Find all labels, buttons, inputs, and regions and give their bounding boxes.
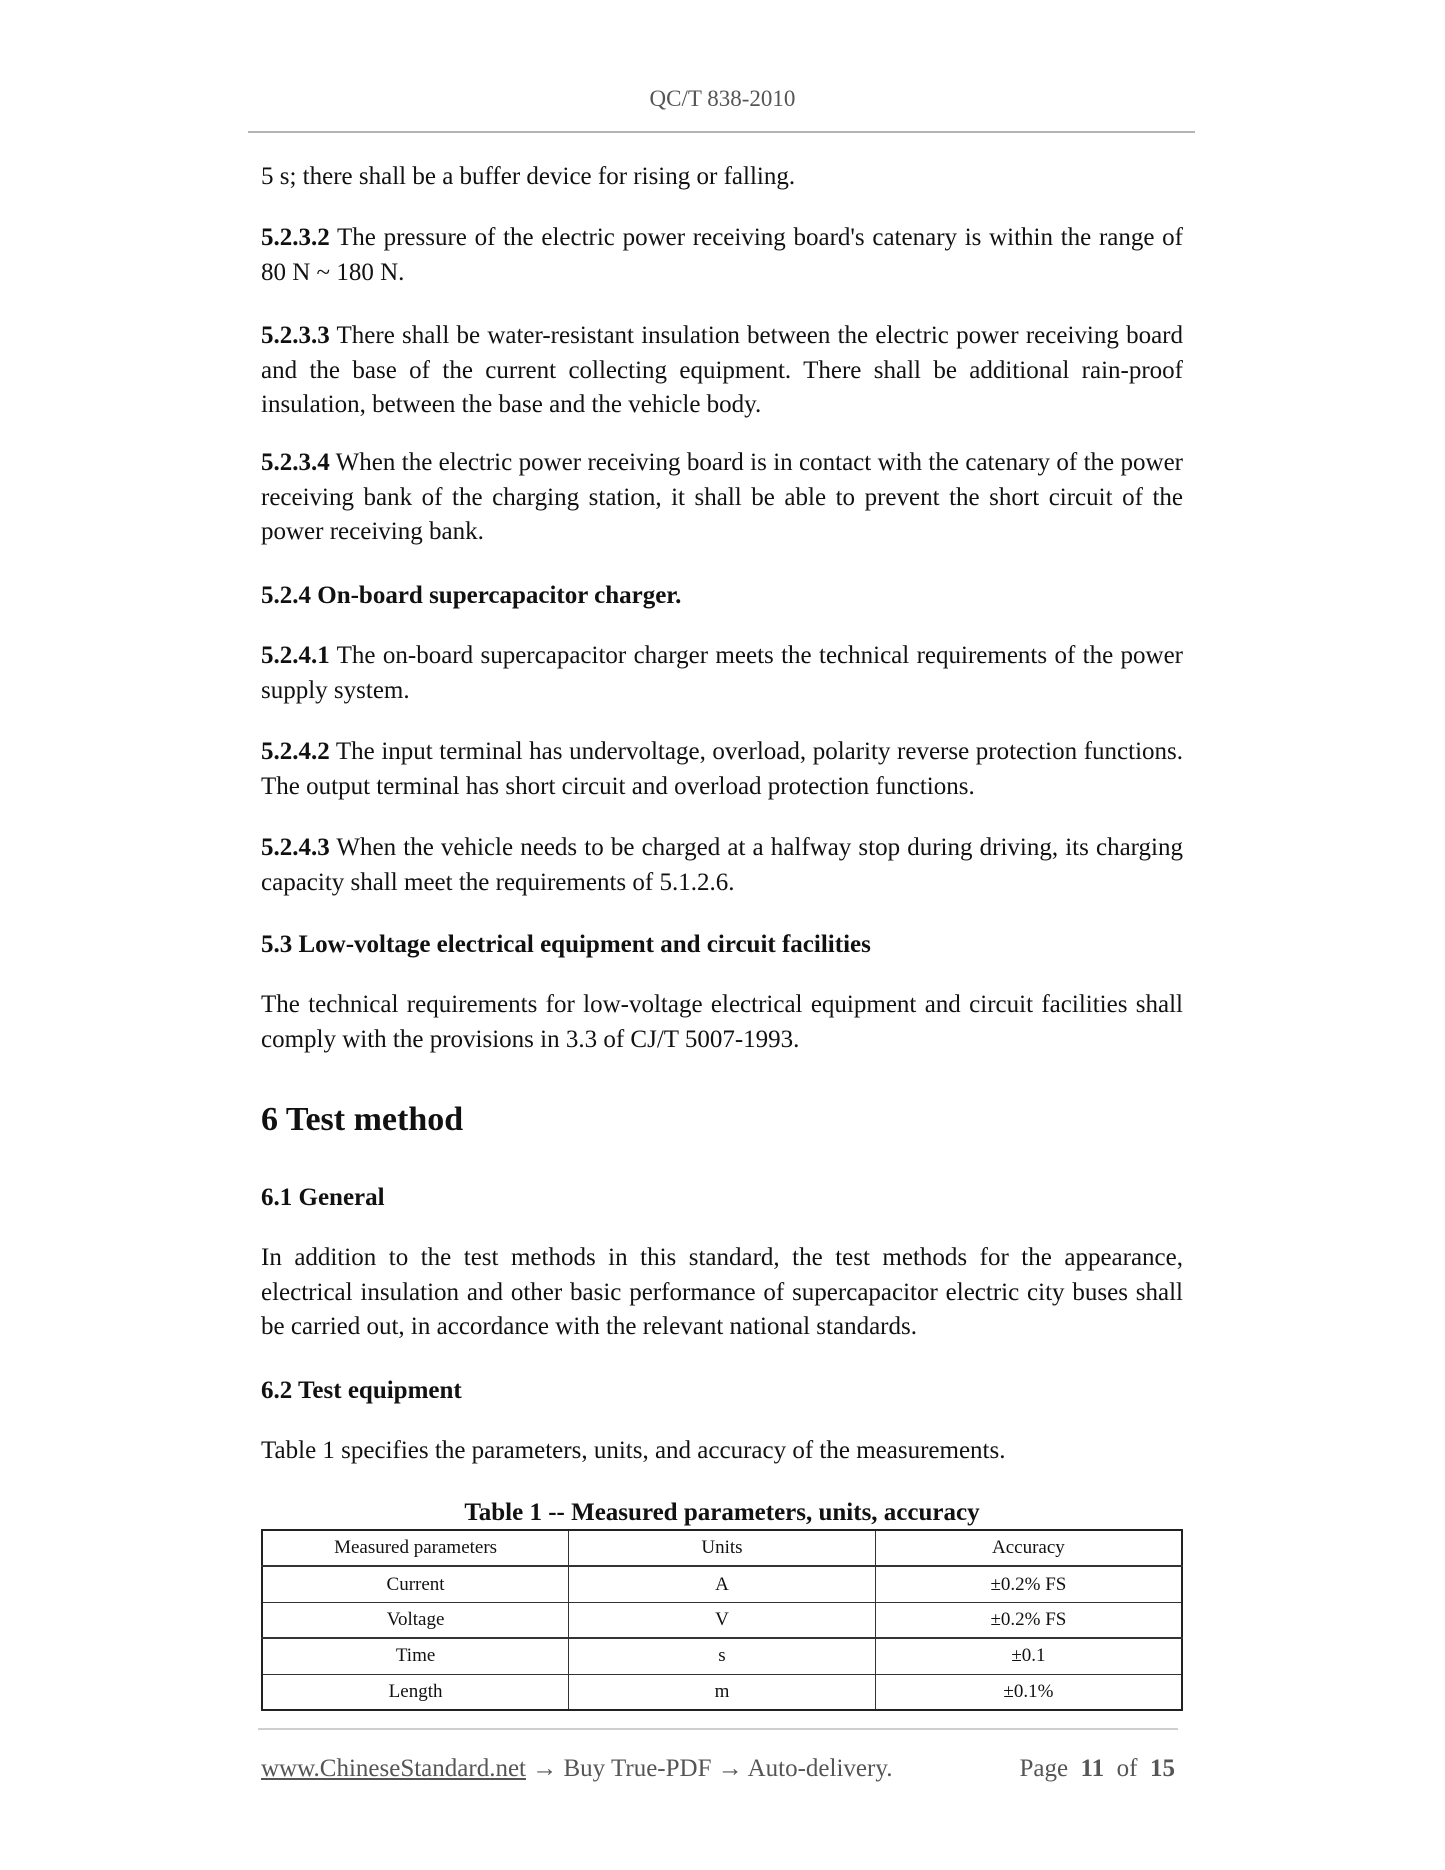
clause-number: 5.2.4.3: [261, 834, 330, 861]
header-rule: [248, 131, 1195, 133]
table-cell: Length: [262, 1674, 569, 1710]
table-cell: ±0.1%: [875, 1674, 1182, 1710]
table-cell: s: [569, 1638, 876, 1674]
current-page: 11: [1080, 1755, 1105, 1782]
clause-text: There shall be water-resistant insulation between the electric power receiving board and the base of the current collecting equipment. There shall be additional rain-proof insulation, between the base and the vehicle body.: [261, 322, 1183, 419]
clause-5-2-4-1: [261, 639, 1183, 708]
column-header: Units: [569, 1530, 876, 1566]
clause-text: The on-board supercapacitor charger meets the technical requirements of the power supply system.: [261, 642, 1183, 704]
table-row: [262, 1602, 1182, 1638]
table-cell: V: [569, 1602, 876, 1638]
clause-number: 5.2.3.4: [261, 449, 330, 476]
table-cell: A: [569, 1566, 876, 1602]
table-cell: Time: [262, 1638, 569, 1674]
page-footer: [261, 1753, 1175, 1785]
heading-6-2-test-equipment: 6.2 Test equipment: [261, 1377, 462, 1404]
table-header-row: [262, 1530, 1182, 1566]
page-label: Page: [1019, 1755, 1069, 1782]
document-code-header: QC/T 838-2010: [649, 86, 796, 111]
heading-6-test-method: 6 Test method: [261, 1101, 464, 1138]
clause-number: 5.2.3.3: [261, 322, 330, 349]
table-cell: ±0.1: [875, 1638, 1182, 1674]
clause-number: 5.2.3.2: [261, 224, 330, 251]
table-caption: Table 1 -- Measured parameters, units, accuracy: [464, 1499, 980, 1526]
total-pages: 15: [1150, 1755, 1175, 1782]
clause-5-2-4-2: [261, 735, 1183, 804]
buy-true-pdf-text: Buy True-PDF: [563, 1755, 712, 1782]
clause-text: The pressure of the electric power receiving board's catenary is within the range of 80 N ~ 180 N.: [261, 224, 1183, 286]
paragraph-6-2: Table 1 specifies the parameters, units, and accuracy of the measurements.: [261, 1437, 1006, 1464]
clause-text: When the vehicle needs to be charged at a halfway stop during driving, its charging capacity shall meet the requirements of 5.1.2.6.: [261, 834, 1183, 896]
heading-5-2-4: 5.2.4 On-board supercapacitor charger.: [261, 582, 682, 609]
table-cell: Voltage: [262, 1602, 569, 1638]
table-cell: Current: [262, 1566, 569, 1602]
column-header: Accuracy: [875, 1530, 1182, 1566]
clause-number: 5.2.4.1: [261, 642, 330, 669]
table-cell: ±0.2% FS: [875, 1566, 1182, 1602]
clause-5-2-4-3: [261, 831, 1183, 900]
paragraph-6-1: In addition to the test methods in this standard, the test methods for the appearance, electrical insulation and other basic performance of supercapacitor electric city buses shall be carried out, in accordance with the relevant national standards.: [261, 1244, 1183, 1341]
clause-5-2-3-3: [261, 319, 1183, 423]
clause-5-2-3-4: [261, 446, 1183, 550]
arrow-right-icon: →: [532, 1755, 558, 1782]
column-header: Measured parameters: [262, 1530, 569, 1566]
footer-rule: [258, 1728, 1178, 1730]
chinesestandard-link[interactable]: www.ChineseStandard.net: [261, 1755, 526, 1782]
measured-parameters-table: [261, 1529, 1183, 1711]
clause-text: When the electric power receiving board is in contact with the catenary of the power receiving bank of the charging station, it shall be able to prevent the short circuit of the power receiving bank.: [261, 449, 1183, 546]
arrow-right-icon: →: [717, 1755, 743, 1782]
heading-6-1-general: 6.1 General: [261, 1184, 385, 1211]
clause-number: 5.2.4.2: [261, 738, 330, 765]
page-number: [1019, 1753, 1175, 1785]
table-row: [262, 1566, 1182, 1602]
table-cell: m: [569, 1674, 876, 1710]
of-label: of: [1116, 1755, 1138, 1782]
auto-delivery-text: Auto-delivery.: [747, 1755, 893, 1782]
table-row: [262, 1674, 1182, 1710]
clause-text: The input terminal has undervoltage, overload, polarity reverse protection functions. The output terminal has short circuit and overload protection functions.: [261, 738, 1183, 800]
heading-5-3: 5.3 Low-voltage electrical equipment and circuit facilities: [261, 931, 871, 958]
table-cell: ±0.2% FS: [875, 1602, 1182, 1638]
paragraph-5-3: The technical requirements for low-voltage electrical equipment and circuit facilities shall comply with the provisions in 3.3 of CJ/T 5007-1993.: [261, 991, 1183, 1053]
clause-5-2-3-2: [261, 221, 1183, 290]
table-row: [262, 1638, 1182, 1674]
paragraph-continuation: 5 s; there shall be a buffer device for rising or falling.: [261, 163, 796, 190]
